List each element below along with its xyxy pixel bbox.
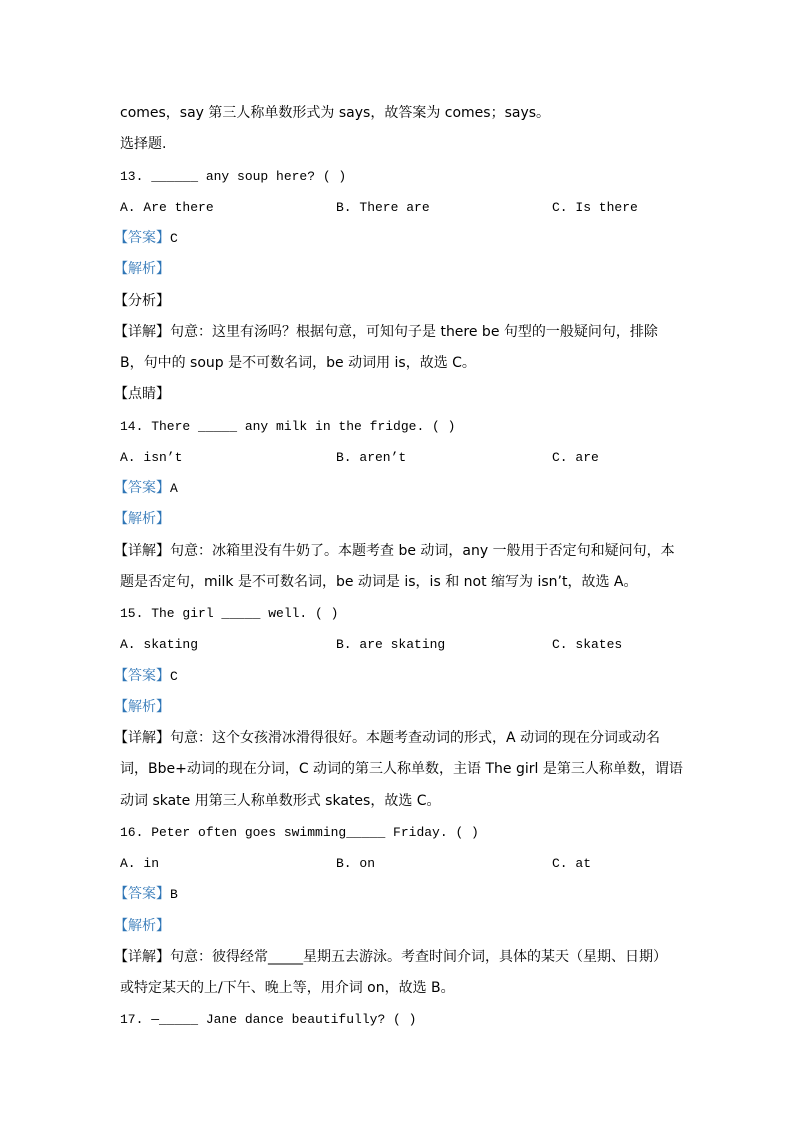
explanation-text: 句意：这个女孩滑冰滑得很好。本题考查动词的形式，A 动词的现在分词或动名 bbox=[170, 730, 661, 746]
option-a: A. in bbox=[120, 856, 160, 871]
analysis-label: 【解析】 bbox=[114, 511, 170, 528]
option-b: B. There are bbox=[336, 199, 430, 215]
option-a: A. skating bbox=[120, 637, 199, 653]
option-a: A. isn’t bbox=[120, 449, 183, 465]
explanation-line: B，句中的 soup 是不可数名词，be 动词用 is，故选 C。 bbox=[120, 355, 476, 371]
detail-label: 【详解】 bbox=[114, 542, 170, 559]
question-14: 14. There _____ any milk in the fridge. ( ) bbox=[120, 418, 456, 434]
question-14-options bbox=[120, 442, 680, 473]
explanation-text: 句意：冰箱里没有牛奶了。本题考查 be 动词，any 一般用于否定句和疑问句，本 bbox=[170, 542, 675, 559]
answer-line bbox=[114, 879, 680, 910]
answer-line bbox=[114, 473, 680, 504]
explanation-text: 句意：这里有汤吗？根据句意，可知句子是 there be 句型的一般疑问句，排除 bbox=[170, 323, 658, 340]
answer-value: C bbox=[170, 668, 178, 684]
document-page bbox=[114, 98, 683, 1036]
answer-label: 【答案】 bbox=[114, 480, 170, 496]
detail-label: 【详解】 bbox=[114, 323, 170, 340]
explanation-line: 或特定某天的上/下午、晚上等，用介词 on，故选 B。 bbox=[120, 980, 455, 996]
explanation-text: 句意：彼得经常_____星期五去游泳。考查时间介词，具体的某天（星期、日期） bbox=[170, 948, 667, 965]
explanation-line bbox=[114, 317, 680, 348]
question-15-options bbox=[120, 629, 680, 660]
section-heading: 选择题. bbox=[120, 136, 167, 153]
explanation-line: 词，Bbe+动词的现在分词，C 动词的第三人称单数，主语 The girl 是第三人称单数，谓语 bbox=[120, 761, 683, 778]
answer-label: 【答案】 bbox=[114, 667, 170, 684]
explanation-line: 题是否定句，milk 是不可数名词，be 动词是 is，is 和 not 缩写为 isn’t，故选 A。 bbox=[120, 573, 638, 590]
explanation-line bbox=[114, 942, 680, 973]
option-c: C. skates bbox=[552, 637, 623, 653]
option-c: C. at bbox=[552, 856, 592, 871]
question-15: 15. The girl _____ well. ( ) bbox=[120, 606, 339, 621]
question-16: 16. Peter often goes swimming_____ Friday. ( ) bbox=[120, 824, 479, 840]
answer-line bbox=[114, 223, 680, 254]
explanation-line bbox=[114, 536, 680, 567]
question-17: 17. —_____ Jane dance beautifully? ( ) bbox=[120, 1012, 417, 1028]
answer-label: 【答案】 bbox=[114, 886, 170, 903]
answer-line bbox=[114, 661, 680, 692]
answer-value: C bbox=[170, 231, 178, 246]
answer-value: A bbox=[170, 481, 178, 496]
option-b: B. on bbox=[336, 856, 376, 871]
text-line: comes，say 第三人称单数形式为 says，故答案为 comes；says。 bbox=[120, 105, 551, 121]
option-c: C. Is there bbox=[552, 199, 638, 215]
option-a: A. Are there bbox=[120, 199, 214, 215]
question-13: 13. ______ any soup here? ( ) bbox=[120, 168, 347, 184]
detail-label: 【详解】 bbox=[114, 730, 170, 746]
question-16-options bbox=[120, 848, 680, 879]
explanation-line: 动词 skate 用第三人称单数形式 skates，故选 C。 bbox=[120, 792, 441, 809]
answer-label: 【答案】 bbox=[114, 230, 170, 246]
dianjing-label: 【点睛】 bbox=[114, 386, 170, 403]
fenxi-label: 【分析】 bbox=[114, 292, 170, 309]
option-c: C. are bbox=[552, 449, 599, 465]
answer-value: B bbox=[170, 887, 178, 903]
analysis-label: 【解析】 bbox=[114, 261, 170, 278]
option-b: B. aren’t bbox=[336, 449, 407, 465]
option-b: B. are skating bbox=[336, 637, 446, 653]
explanation-line bbox=[114, 723, 680, 754]
detail-label: 【详解】 bbox=[114, 948, 170, 965]
question-13-options bbox=[120, 192, 680, 223]
analysis-label: 【解析】 bbox=[114, 698, 170, 715]
analysis-label: 【解析】 bbox=[114, 917, 170, 934]
